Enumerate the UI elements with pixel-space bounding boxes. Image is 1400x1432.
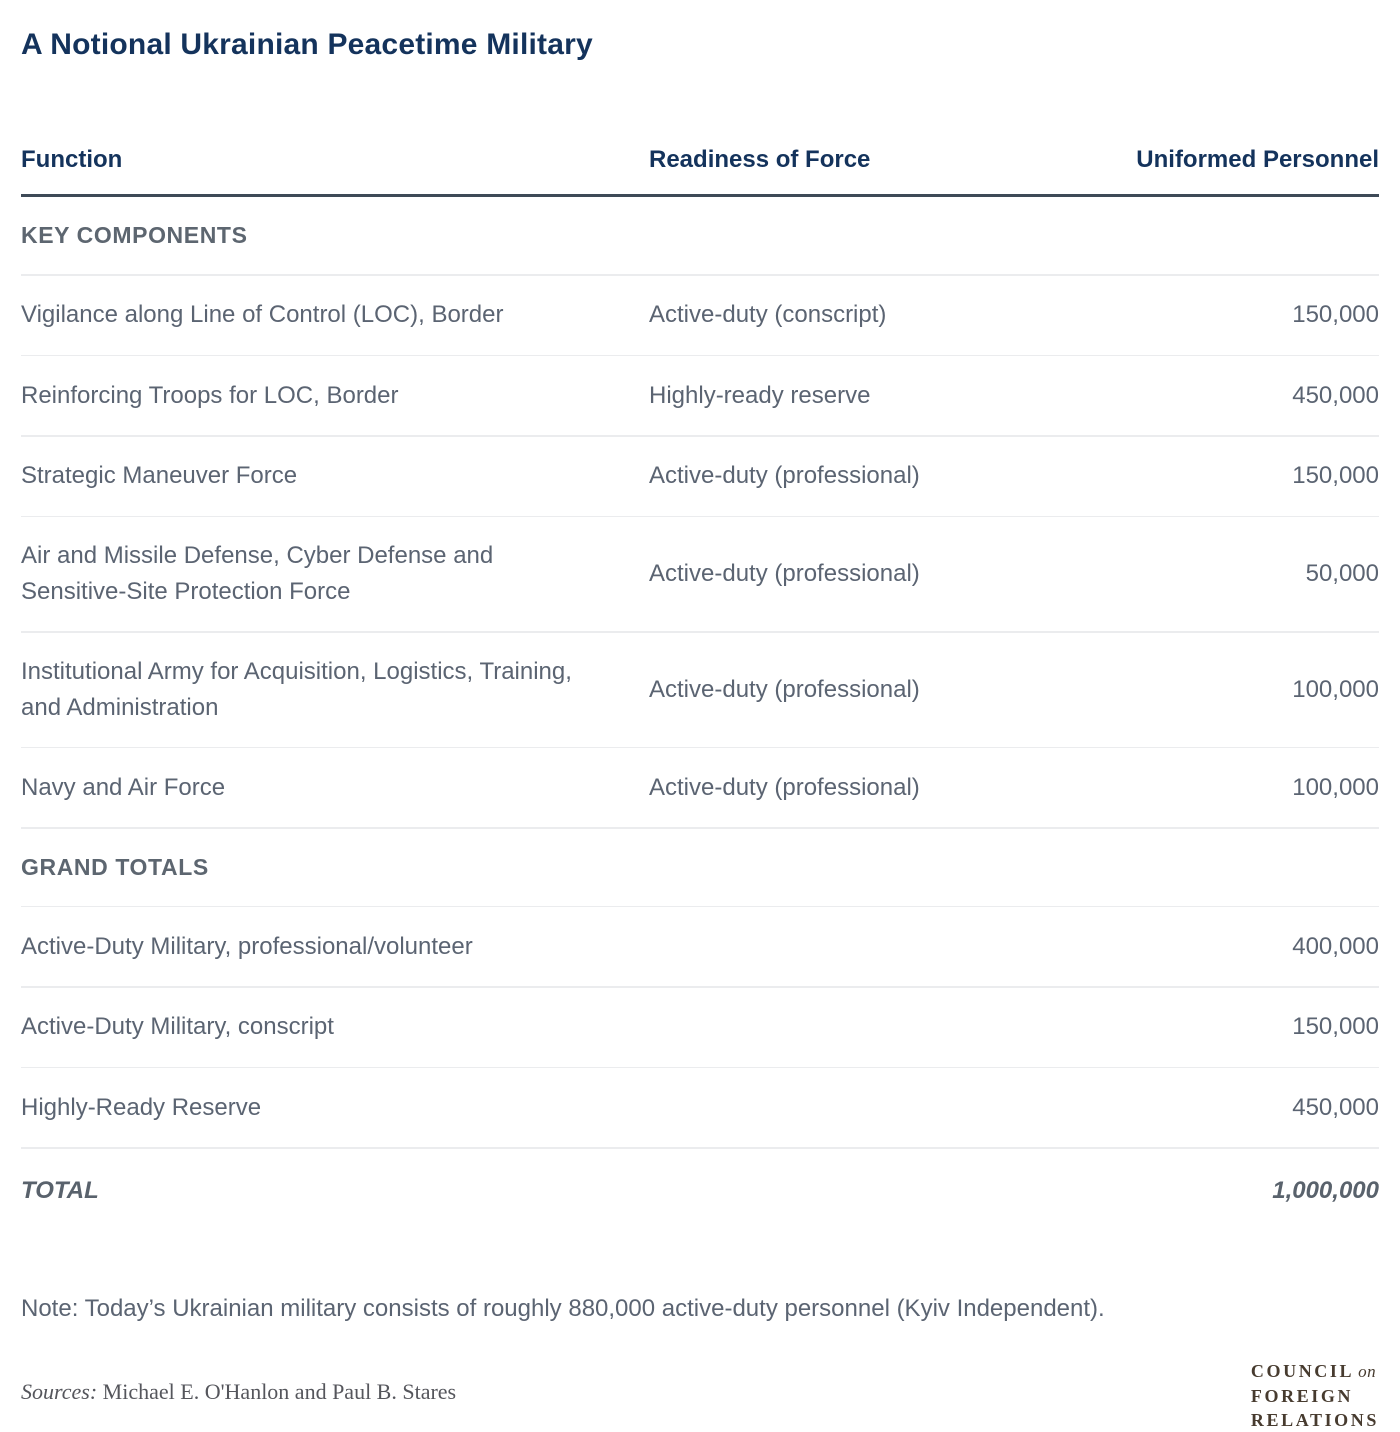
cfr-logo: [1251, 1351, 1379, 1432]
table-row: [21, 517, 1379, 631]
cell-readiness: Active-duty (professional): [649, 773, 920, 801]
total-label: TOTAL: [21, 1176, 99, 1204]
section-header-label: GRAND TOTALS: [21, 853, 209, 880]
cell-readiness: Active-duty (conscript): [649, 301, 887, 328]
total-row: [21, 1149, 1379, 1235]
cell-function: Air and Missile Defense, Cyber Defense and Sensitive-Site Protection Force: [21, 542, 494, 605]
cell-function: Institutional Army for Acquisition, Logistics, Training, and Administration: [21, 657, 572, 721]
cell-function: Active-Duty Military, professional/volunteer: [21, 932, 473, 960]
cell-personnel: 450,000: [1292, 1093, 1379, 1121]
data-table: [21, 136, 1379, 1235]
section-key-components: [21, 197, 1379, 274]
table-row: [21, 356, 1379, 435]
cell-function: Active-Duty Military, conscript: [21, 1013, 334, 1040]
table-header-row: [21, 136, 1379, 194]
footer: [21, 1351, 1379, 1432]
cell-function: Vigilance along Line of Control (LOC), Border: [21, 301, 504, 328]
sources-text: Michael E. O'Hanlon and Paul B. Stares: [97, 1378, 457, 1404]
table-row: [21, 437, 1379, 516]
section-header-label: KEY COMPONENTS: [21, 222, 248, 248]
column-header-function: Function: [21, 146, 123, 173]
cell-personnel: 400,000: [1292, 932, 1379, 960]
cfr-logo-council: COUNCIL: [1250, 1360, 1355, 1381]
section-grand-totals: [21, 829, 1379, 906]
cell-personnel: 150,000: [1292, 301, 1379, 328]
cell-readiness: Active-duty (professional): [649, 675, 920, 703]
table-row: [21, 1068, 1379, 1147]
table-row: [21, 633, 1379, 747]
cell-function: Strategic Maneuver Force: [21, 462, 298, 489]
cell-readiness: Active-duty (professional): [649, 560, 920, 587]
cell-function: Highly-Ready Reserve: [21, 1093, 262, 1121]
cfr-logo-line2: FOREIGN: [1250, 1385, 1354, 1406]
cell-personnel: 450,000: [1292, 381, 1379, 409]
cell-readiness: Active-duty (professional): [649, 462, 920, 489]
cell-personnel: 50,000: [1305, 560, 1379, 587]
table-row: [21, 907, 1379, 986]
column-header-readiness: Readiness of Force: [649, 146, 871, 173]
cell-readiness: Highly-ready reserve: [649, 381, 871, 409]
table-row: [21, 748, 1379, 827]
note-text: Note: Today’s Ukrainian military consists of roughly 880,000 active-duty personnel (Kyiv Independent).: [21, 1294, 1105, 1322]
sources-label: Sources:: [21, 1378, 98, 1404]
cell-function: Reinforcing Troops for LOC, Border: [21, 381, 399, 409]
cell-personnel: 100,000: [1292, 773, 1379, 801]
column-header-personnel: Uniformed Personnel: [1136, 146, 1379, 173]
sources-line: [21, 1351, 456, 1405]
table-row: [21, 276, 1379, 355]
cell-function: Navy and Air Force: [21, 773, 226, 801]
cfr-logo-line3: RELATIONS: [1250, 1409, 1379, 1430]
cell-personnel: 150,000: [1292, 1013, 1379, 1040]
total-value: 1,000,000: [1272, 1176, 1379, 1204]
cell-personnel: 100,000: [1292, 675, 1379, 703]
cfr-logo-line1: [1251, 1359, 1379, 1384]
cfr-logo-on: on: [1358, 1361, 1377, 1381]
table-row: [21, 988, 1379, 1067]
page-title: A Notional Ukrainian Peacetime Military: [21, 28, 593, 61]
cell-personnel: 150,000: [1292, 462, 1379, 489]
